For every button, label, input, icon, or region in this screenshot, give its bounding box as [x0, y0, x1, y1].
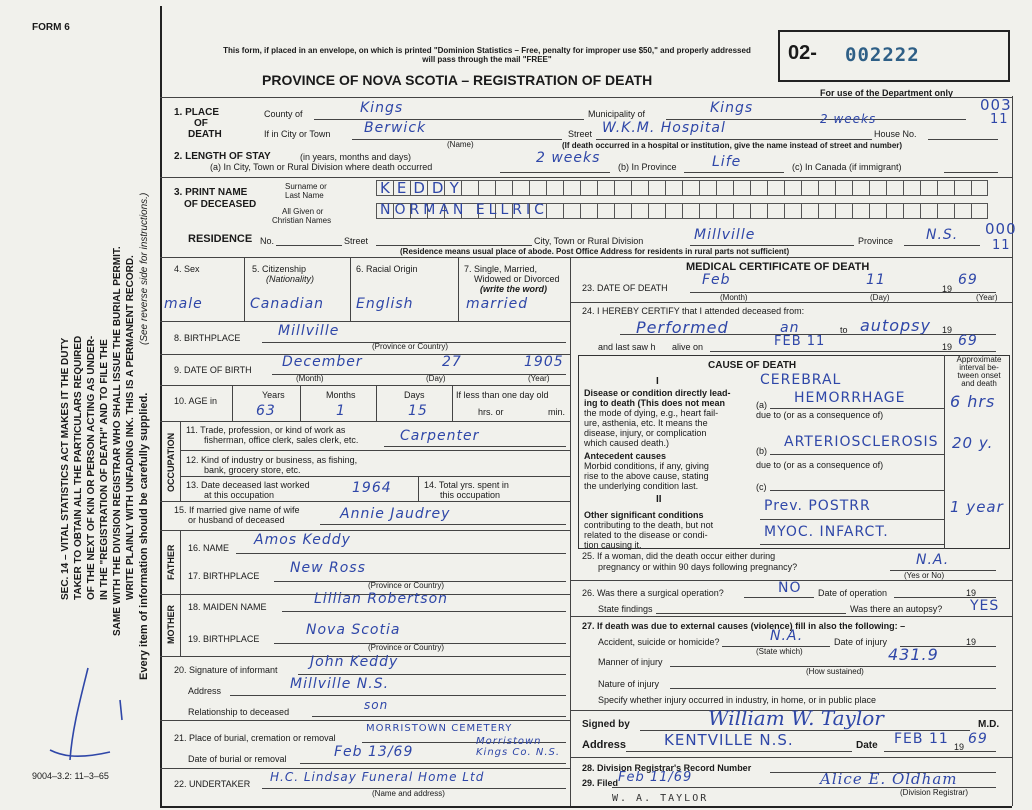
house-label: House No.	[874, 129, 917, 139]
year-sub: (Year)	[528, 374, 550, 383]
undertaker-sub: (Name and address)	[372, 789, 445, 798]
alive-date: FEB 11	[774, 334, 826, 349]
given-label-b: Christian Names	[272, 216, 332, 225]
side-text-1: SEC. 14 – VITAL STATISTICS ACT MAKES IT THE DUTY	[60, 337, 71, 600]
total-label-a: 14. Total yrs. spent in	[424, 480, 509, 490]
months-label: Months	[326, 390, 356, 400]
cause-other-line2: MYOC. INFARCT.	[764, 524, 889, 540]
md-label: M.D.	[978, 719, 1000, 730]
rule	[282, 611, 566, 612]
mother-birthplace-label: 19. BIRTHPLACE	[188, 634, 260, 644]
residence-street-label: Street	[344, 236, 369, 246]
direct-label-b: ing to death (This does not mean	[584, 398, 726, 408]
signature: William W. Taylor	[708, 706, 884, 730]
dob-day: 27	[442, 354, 462, 370]
rule	[314, 119, 584, 120]
alive-year-prefix: 19	[942, 342, 953, 352]
stay-units: (in years, months and days)	[300, 152, 412, 162]
side-text-7: Every item of information should be carefully supplied.	[138, 392, 150, 680]
death-date-year: 69	[958, 272, 978, 288]
rule	[458, 257, 459, 321]
autopsy-value: YES	[970, 598, 1000, 614]
signed-date-label: Date	[856, 740, 878, 751]
footer-code: 9004–3.2: 11–3–65	[32, 771, 109, 781]
surname-label-b: Last Name	[285, 191, 324, 200]
interval-label-c: tween onset	[957, 371, 1001, 380]
surname-boxes	[376, 180, 988, 196]
direct-label-c: the mode of dying, e.g., heart fail-	[584, 408, 719, 418]
marital-value: married	[466, 296, 529, 312]
dob-year: 1905	[524, 354, 564, 370]
rule	[298, 674, 566, 675]
certify-value-c: autopsy	[860, 316, 931, 335]
street-value: W.K.M. Hospital	[602, 120, 726, 136]
manner-label: Manner of injury	[598, 657, 663, 667]
trade-label-a: 11. Trade, profession, or kind of work as	[186, 425, 346, 435]
department-use-label: For use of the Department only	[820, 88, 954, 98]
certify-label: 24. I HEREBY CERTIFY that I attended deceased from:	[582, 306, 805, 316]
rule	[570, 302, 1012, 303]
stay-a-label: (a) In City, Town or Rural Division where death occurred	[210, 162, 433, 172]
cause-a-line2: HEMORRHAGE	[794, 390, 906, 406]
autopsy-label: Was there an autopsy?	[850, 604, 943, 614]
rule	[160, 385, 570, 386]
signed-year: 69	[968, 731, 988, 747]
burial-place-value: MORRISTOWN CEMETERY	[366, 723, 513, 734]
cause-header: CAUSE OF DEATH	[708, 360, 797, 371]
doctor-address: KENTVILLE N.S.	[664, 731, 794, 749]
age-label: 10. AGE in	[174, 396, 218, 406]
direct-label-f: which caused death.)	[584, 438, 670, 448]
undertaker-label: 22. UNDERTAKER	[174, 779, 251, 789]
residence-note: (Residence means usual place of abode. Post Office Address for residents in rural parts not sufficient)	[400, 247, 790, 256]
margin-scribble	[30, 660, 140, 770]
rule	[160, 501, 570, 502]
interval-label-a: Approximate	[956, 355, 1002, 364]
marital-label-c: (write the word)	[480, 284, 547, 294]
registration-prefix: 02-	[788, 42, 817, 64]
rule	[180, 421, 181, 501]
b-marker: (b)	[756, 446, 767, 456]
rule	[452, 385, 453, 421]
dept-code-4: 11	[992, 238, 1011, 253]
rule	[944, 355, 945, 549]
death-month-sub: (Month)	[720, 293, 748, 302]
side-text-8: (See reverse side for instructions.)	[139, 192, 150, 345]
father-name-value: Amos Keddy	[254, 532, 351, 548]
injury-year-prefix: 19	[966, 637, 977, 647]
due-to-b: due to (or as a consequence of)	[756, 460, 884, 470]
name-sub: (Name)	[447, 140, 474, 149]
rule	[160, 321, 570, 322]
rule	[418, 476, 419, 501]
dob-month: December	[282, 354, 363, 370]
side-text-4: IN THE "REGISTRATION OF DEATH" AND TO FILE THE	[99, 339, 110, 600]
last-worked-label-a: 13. Date deceased last worked	[186, 480, 310, 490]
years-value: 63	[256, 403, 276, 419]
rule	[770, 454, 944, 455]
racial-value: English	[356, 296, 414, 312]
surname-value: KEDDY	[380, 179, 466, 197]
alive-year: 69	[958, 333, 978, 349]
woman-label-a: 25. If a woman, did the death occur either during	[582, 551, 776, 561]
rule	[570, 757, 1012, 758]
antecedent-label-b: Morbid conditions, if any, giving	[584, 461, 709, 471]
state-which: (State which)	[756, 647, 803, 656]
days-value: 15	[408, 403, 428, 419]
spouse-label-a: 15. If married give name of wife	[174, 505, 300, 515]
mother-side-label: MOTHER	[166, 605, 176, 644]
rule	[376, 385, 377, 421]
state-findings-label: State findings	[598, 604, 653, 614]
interval-b: 20 y.	[952, 434, 994, 452]
rule	[928, 139, 998, 140]
mother-maiden-label: 18. MAIDEN NAME	[188, 602, 267, 612]
dept-code-1: 003	[980, 96, 1012, 114]
how-sustained: (How sustained)	[806, 667, 864, 676]
place-label-c: DEATH	[188, 129, 222, 140]
due-to-a: due to (or as a consequence of)	[756, 410, 884, 420]
woman-value: N.A.	[916, 552, 950, 568]
spouse-value: Annie Jaudrey	[340, 506, 451, 522]
column-divider	[570, 257, 571, 806]
rule	[236, 553, 566, 554]
signed-label: Signed by	[582, 719, 630, 730]
woman-label-b: pregnancy or within 90 days following pregnancy?	[598, 562, 798, 572]
registrar-signature: Alice E. Oldham	[820, 770, 958, 788]
father-name-label: 16. NAME	[188, 543, 230, 553]
interval-a: 6 hrs	[950, 392, 996, 411]
last-worked-value: 1964	[352, 480, 392, 496]
stay-label: 2. LENGTH OF STAY	[174, 151, 271, 162]
side-text-6: WRITE PLAINLY WITH UNFADING INK. THIS IS A PERMANENT RECORD.	[125, 255, 136, 600]
rule	[160, 257, 1012, 258]
signed-year-prefix: 19	[954, 742, 965, 752]
less-day-a: If less than one day old	[456, 390, 549, 400]
last-saw-label: and last saw h	[598, 342, 656, 352]
rule	[160, 354, 570, 355]
residence-province-label: Province	[858, 236, 894, 246]
sex-label: 4. Sex	[174, 264, 200, 274]
rule	[300, 385, 301, 421]
relationship-value: son	[364, 698, 389, 712]
day-sub: (Day)	[426, 374, 446, 383]
residence-province-value: N.S.	[926, 227, 959, 243]
death-date-day: 11	[866, 272, 886, 288]
mother-birthplace-sub: (Province or Country)	[368, 643, 445, 652]
side-text-5: SAME WITH THE DIVISION REGISTRAR WHO SHALL ISSUE THE BURIAL PERMIT.	[112, 246, 123, 636]
name-label-b: OF DECEASED	[184, 199, 257, 210]
side-text-3: OF THE NEXT OF KIN OR PERSON ACTING AS UNDER-	[86, 335, 97, 600]
rule	[276, 245, 342, 246]
industry-label-b: bank, grocery store, etc.	[204, 465, 301, 475]
rule	[710, 351, 996, 352]
marital-label-b: Widowed or Divorced	[474, 274, 560, 284]
direct-label-a: Disease or condition directly lead-	[584, 388, 731, 398]
dob-label: 9. DATE OF BIRTH	[174, 365, 252, 375]
rule	[384, 446, 566, 447]
rule	[570, 616, 1012, 617]
rule	[180, 530, 181, 594]
rule	[230, 695, 566, 696]
mail-notice: This form, if placed in an envelope, on which is printed "Dominion Statistics – Free, penalty for improper use $50," and properly addressed will pass through the mail "FREE"	[223, 46, 751, 64]
filed-label: 29. Filed	[582, 778, 619, 788]
death-year-prefix: 19	[942, 284, 953, 294]
rule	[656, 613, 846, 614]
years-label: Years	[262, 390, 285, 400]
burial-place-note: Morristown Kings Co. N.S.	[476, 736, 561, 758]
occupation-side-label: OCCUPATION	[166, 432, 176, 492]
total-label-b: this occupation	[440, 490, 501, 500]
rule	[350, 257, 351, 321]
citizenship-label: 5. Citizenship	[252, 264, 307, 274]
typed-name: W. A. TAYLOR	[612, 793, 709, 804]
birthplace-label: 8. BIRTHPLACE	[174, 333, 241, 343]
surname-label-a: Surname or	[285, 182, 327, 191]
citizenship-sub: (Nationality)	[266, 274, 315, 284]
given-label-a: All Given or	[282, 207, 324, 216]
other-label-c: related to the disease or condi-	[584, 530, 708, 540]
rule	[160, 97, 1012, 98]
operation-date-label: Date of operation	[818, 588, 888, 598]
interval-label-b: interval be-	[959, 363, 999, 372]
rule	[744, 597, 814, 598]
rule	[884, 751, 996, 752]
mother-maiden-value: Lillian Robertson	[314, 591, 449, 607]
rule	[180, 476, 570, 477]
cause-other-line1: Prev. POSTRR	[764, 498, 871, 514]
street-label: Street	[568, 129, 593, 139]
a-marker: (a)	[756, 400, 767, 410]
left-border	[160, 6, 162, 806]
birthplace-value: Millville	[278, 323, 340, 339]
alive-label: alive on	[672, 342, 704, 352]
rule	[944, 172, 998, 173]
father-birthplace-label: 17. BIRTHPLACE	[188, 571, 260, 581]
death-year-sub: (Year)	[976, 293, 998, 302]
rule	[160, 177, 1012, 178]
city-label: If in City or Town	[264, 129, 331, 139]
antecedent-label-d: the underlying condition last.	[584, 481, 699, 491]
rule	[904, 245, 980, 246]
certify-value-a: Performed	[636, 318, 729, 337]
industry-label-a: 12. Kind of industry or business, as fishing,	[186, 455, 358, 465]
operation-year-prefix: 19	[966, 588, 977, 598]
interval-other: 1 year	[950, 498, 1004, 516]
trade-value: Carpenter	[400, 428, 480, 444]
rule	[160, 720, 570, 721]
residence-label: RESIDENCE	[188, 233, 253, 245]
father-birthplace-value: New Ross	[290, 560, 366, 576]
direct-label-e: disease, injury, or complication	[584, 428, 707, 438]
direct-label-d: ure, asthenia, etc. It means the	[584, 418, 708, 428]
antecedent-label-c: rise to the above cause, stating	[584, 471, 709, 481]
other-label-a: Other significant conditions	[584, 510, 704, 520]
informant-name: John Keddy	[310, 654, 399, 670]
less-day-c: min.	[548, 407, 566, 417]
rule	[160, 421, 570, 422]
rule	[300, 763, 566, 764]
citizenship-value: Canadian	[250, 296, 325, 312]
name-label-a: 3. PRINT NAME	[174, 187, 248, 198]
burial-date-value: Feb 13/69	[334, 744, 414, 760]
given-value: NORMAN ELLRIC	[380, 202, 548, 218]
county-value: Kings	[360, 100, 404, 116]
rule	[760, 519, 944, 520]
certify-year-prefix: 19	[942, 325, 953, 335]
side-text-2: TAKER TO OBTAIN ALL THE PARTICULARS REQUIRED	[73, 335, 84, 600]
burial-date-label: Date of burial or removal	[188, 754, 287, 764]
rule	[770, 408, 944, 409]
stay-b-value: Life	[712, 154, 742, 170]
rule	[684, 172, 784, 173]
less-day-b: hrs. or	[478, 407, 504, 417]
death-date-label: 23. DATE OF DEATH	[582, 283, 668, 293]
rule	[180, 450, 570, 451]
municipality-label: Municipality of	[588, 109, 646, 119]
place-label-a: 1. PLACE	[174, 107, 220, 118]
months-value: 1	[336, 403, 346, 419]
accident-label: Accident, suicide or homicide?	[598, 637, 720, 647]
burial-place-label: 21. Place of burial, cremation or removal	[174, 733, 336, 743]
rule	[244, 257, 245, 321]
injury-date-label: Date of injury	[834, 637, 888, 647]
address-label: Address	[582, 739, 627, 751]
other-label-b: contributing to the death, but not	[584, 520, 714, 530]
registrar-number-label: 28. Division Registrar's Record Number	[582, 763, 752, 773]
sex-value: male	[164, 296, 203, 312]
rule	[320, 524, 566, 525]
rule	[312, 716, 566, 717]
house-note: 2 weeks	[820, 112, 877, 126]
bottom-border	[160, 806, 1012, 808]
roman-one: I	[656, 376, 659, 387]
interval-label-d: and death	[961, 379, 997, 388]
registration-number: 002222	[845, 44, 920, 66]
certify-value-b: an	[780, 320, 800, 336]
rule	[180, 594, 181, 656]
medical-header: MEDICAL CERTIFICATE OF DEATH	[686, 261, 870, 273]
father-birthplace-sub: (Province or Country)	[368, 581, 445, 590]
relationship-label: Relationship to deceased	[188, 707, 290, 717]
rule	[500, 172, 610, 173]
month-sub: (Month)	[296, 374, 324, 383]
spouse-label-b: or husband of deceased	[188, 515, 285, 525]
county-label: County of	[264, 109, 303, 119]
rule	[160, 530, 570, 531]
racial-label: 6. Racial Origin	[356, 264, 418, 274]
cause-b: ARTERIOSCLEROSIS	[784, 434, 939, 450]
stay-b-label: (b) In Province	[618, 162, 677, 172]
external-label: 27. If death was due to external causes (violence) fill in also the following: –	[582, 621, 906, 631]
antecedent-label-a: Antecedent causes	[584, 451, 667, 461]
c-marker: (c)	[756, 482, 767, 492]
roman-two: II	[656, 494, 662, 505]
residence-city-label: City, Town or Rural Division	[534, 236, 644, 246]
surgery-label: 26. Was there a surgical operation?	[582, 588, 724, 598]
registrar-sub: (Division Registrar)	[900, 788, 969, 797]
dept-code-2: 11	[990, 112, 1009, 127]
informant-address-label: Address	[188, 686, 222, 696]
undertaker-value: H.C. Lindsay Funeral Home Ltd	[270, 770, 485, 784]
signed-date: FEB 11	[894, 731, 949, 747]
cause-a-line1: CEREBRAL	[760, 372, 842, 388]
rule	[770, 490, 944, 491]
informant-address: Millville N.S.	[290, 676, 390, 692]
informant-sig-label: 20. Signature of informant	[174, 665, 278, 675]
stay-c-label: (c) In Canada (if immigrant)	[792, 162, 902, 172]
form-title: PROVINCE OF NOVA SCOTIA – REGISTRATION OF DEATH	[262, 72, 653, 88]
marital-label-a: 7. Single, Married,	[464, 264, 538, 274]
accident-value: N.A.	[770, 628, 804, 644]
residence-city-value: Millville	[694, 227, 756, 243]
to-label: to	[840, 325, 848, 335]
rule	[670, 688, 996, 689]
stay-a-value: 2 weeks	[536, 150, 601, 166]
father-side-label: FATHER	[166, 544, 176, 580]
city-value: Berwick	[364, 120, 427, 136]
trade-label-b: fisherman, office clerk, sales clerk, etc.	[204, 435, 359, 445]
rule	[160, 768, 570, 769]
filed-value: Feb 11/69	[618, 770, 693, 785]
death-date-month: Feb	[702, 272, 731, 288]
surgery-value: NO	[778, 580, 802, 596]
rule	[626, 751, 852, 752]
municipality-value: Kings	[710, 100, 754, 116]
birthplace-sub: (Province or Country)	[372, 342, 449, 351]
nature-label: Nature of injury	[598, 679, 660, 689]
record-code: 431.9	[888, 645, 939, 664]
specify-label: Specify whether injury occurred in industry, in home, or in public place	[598, 695, 876, 705]
rule	[760, 544, 944, 545]
death-day-sub: (Day)	[870, 293, 890, 302]
residence-no-label: No.	[260, 236, 275, 246]
place-label-b: OF	[194, 118, 208, 129]
other-label-d: tion causing it.	[584, 540, 642, 550]
days-label: Days	[404, 390, 425, 400]
rule	[232, 385, 233, 421]
dept-code-3: 000	[985, 220, 1017, 238]
woman-sub: (Yes or No)	[904, 571, 945, 580]
mother-birthplace-value: Nova Scotia	[306, 622, 401, 638]
last-worked-label-b: at this occupation	[204, 490, 275, 500]
institution-note: (If death occurred in a hospital or institution, give the name instead of street and number)	[562, 141, 903, 150]
form-number: FORM 6	[32, 22, 70, 33]
right-border	[1012, 96, 1013, 806]
